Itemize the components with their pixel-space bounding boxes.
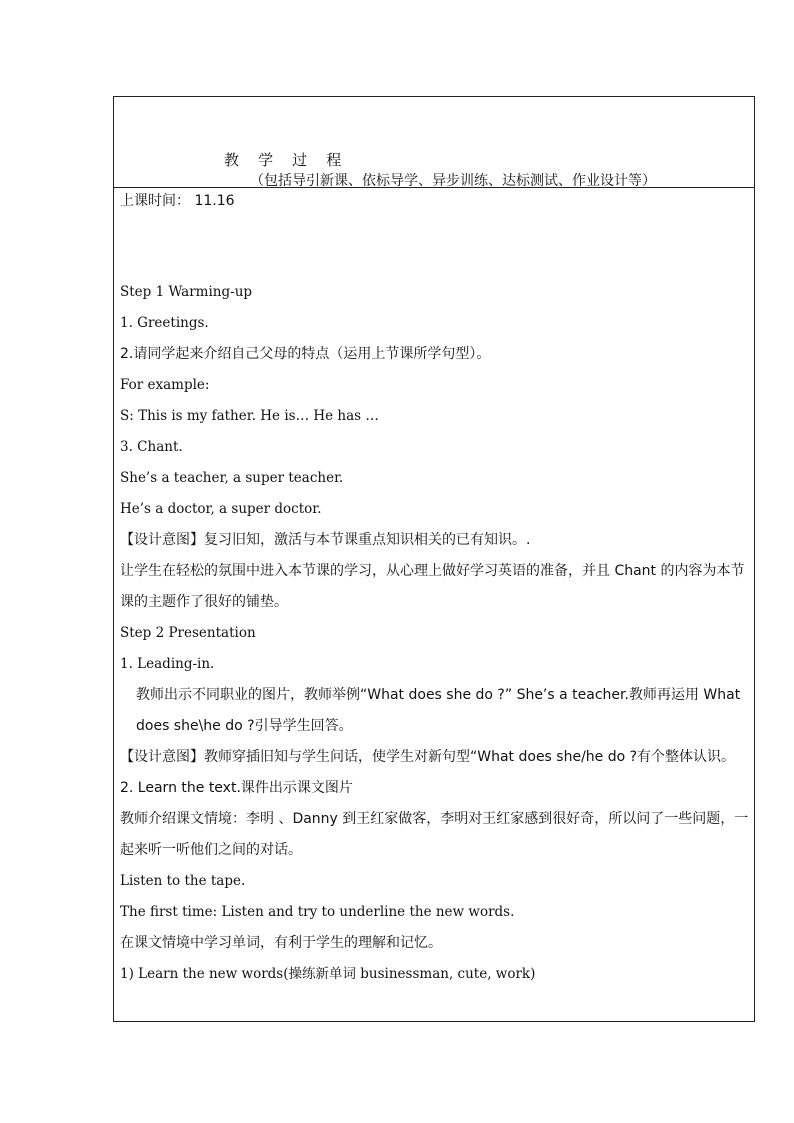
intro-parents-item: 2.请同学起来介绍自己父母的特点（运用上节课所学句型）。	[120, 346, 491, 362]
design-intent-1-continued: 让学生在轻松的氛围中进入本节课的学习，从心理上做好学习英语的准备，并且 Chant 的内容为本节课的主题作了很好的铺垫。	[120, 563, 745, 610]
listen-tape-line: Listen to the tape.	[120, 873, 246, 889]
chant-item: 3. Chant.	[120, 439, 183, 455]
example-sentence: S: This is my father. He is… He has …	[120, 408, 379, 424]
section-title: 教 学 过 程	[224, 151, 342, 169]
design-intent-2: 【设计意图】教师穿插旧知与学生问话，使学生对新句型“What does she/he do ?有个整体认识。	[120, 749, 736, 765]
context-learn-line: 在课文情境中学习单词，有利于学生的理解和记忆。	[120, 935, 442, 951]
teacher-shows-paragraph: 教师出示不同职业的图片，教师举例“What does she do ?” She’s a teacher.教师再运用 What does she\he do ?引导学生回答。	[136, 687, 741, 734]
for-example-label: For example:	[120, 377, 210, 393]
chant-line-2: He’s a doctor, a super doctor.	[120, 501, 322, 517]
lesson-content	[120, 191, 752, 990]
lesson-plan-table	[113, 96, 755, 1022]
class-time: 上课时间： 11.16	[120, 193, 235, 209]
table-header-cell	[114, 97, 754, 188]
context-paragraph: 教师介绍课文情境：李明 、Danny 到王红家做客，李明对王红家感到很好奇，所以问了一些问题，一起来听一听他们之间的对话。	[120, 811, 749, 858]
first-time-line: The first time: Listen and try to underline the new words.	[120, 904, 515, 920]
learn-text-item: 2. Learn the text.课件出示课文图片	[120, 780, 353, 796]
leading-in-item: 1. Leading-in.	[120, 656, 215, 672]
step1-heading: Step 1 Warming-up	[120, 284, 253, 300]
step2-heading: Step 2 Presentation	[120, 625, 256, 641]
new-words-line: 1) Learn the new words(操练新单词 businessman, cute, work)	[120, 966, 536, 982]
design-intent-1: 【设计意图】复习旧知，激活与本节课重点知识相关的已有知识。.	[120, 532, 531, 548]
chant-line-1: She’s a teacher, a super teacher.	[120, 470, 344, 486]
section-subtitle: （包括导引新课、依标导学、异步训练、达标测试、作业设计等）	[250, 173, 656, 189]
greetings-item: 1. Greetings.	[120, 315, 209, 331]
